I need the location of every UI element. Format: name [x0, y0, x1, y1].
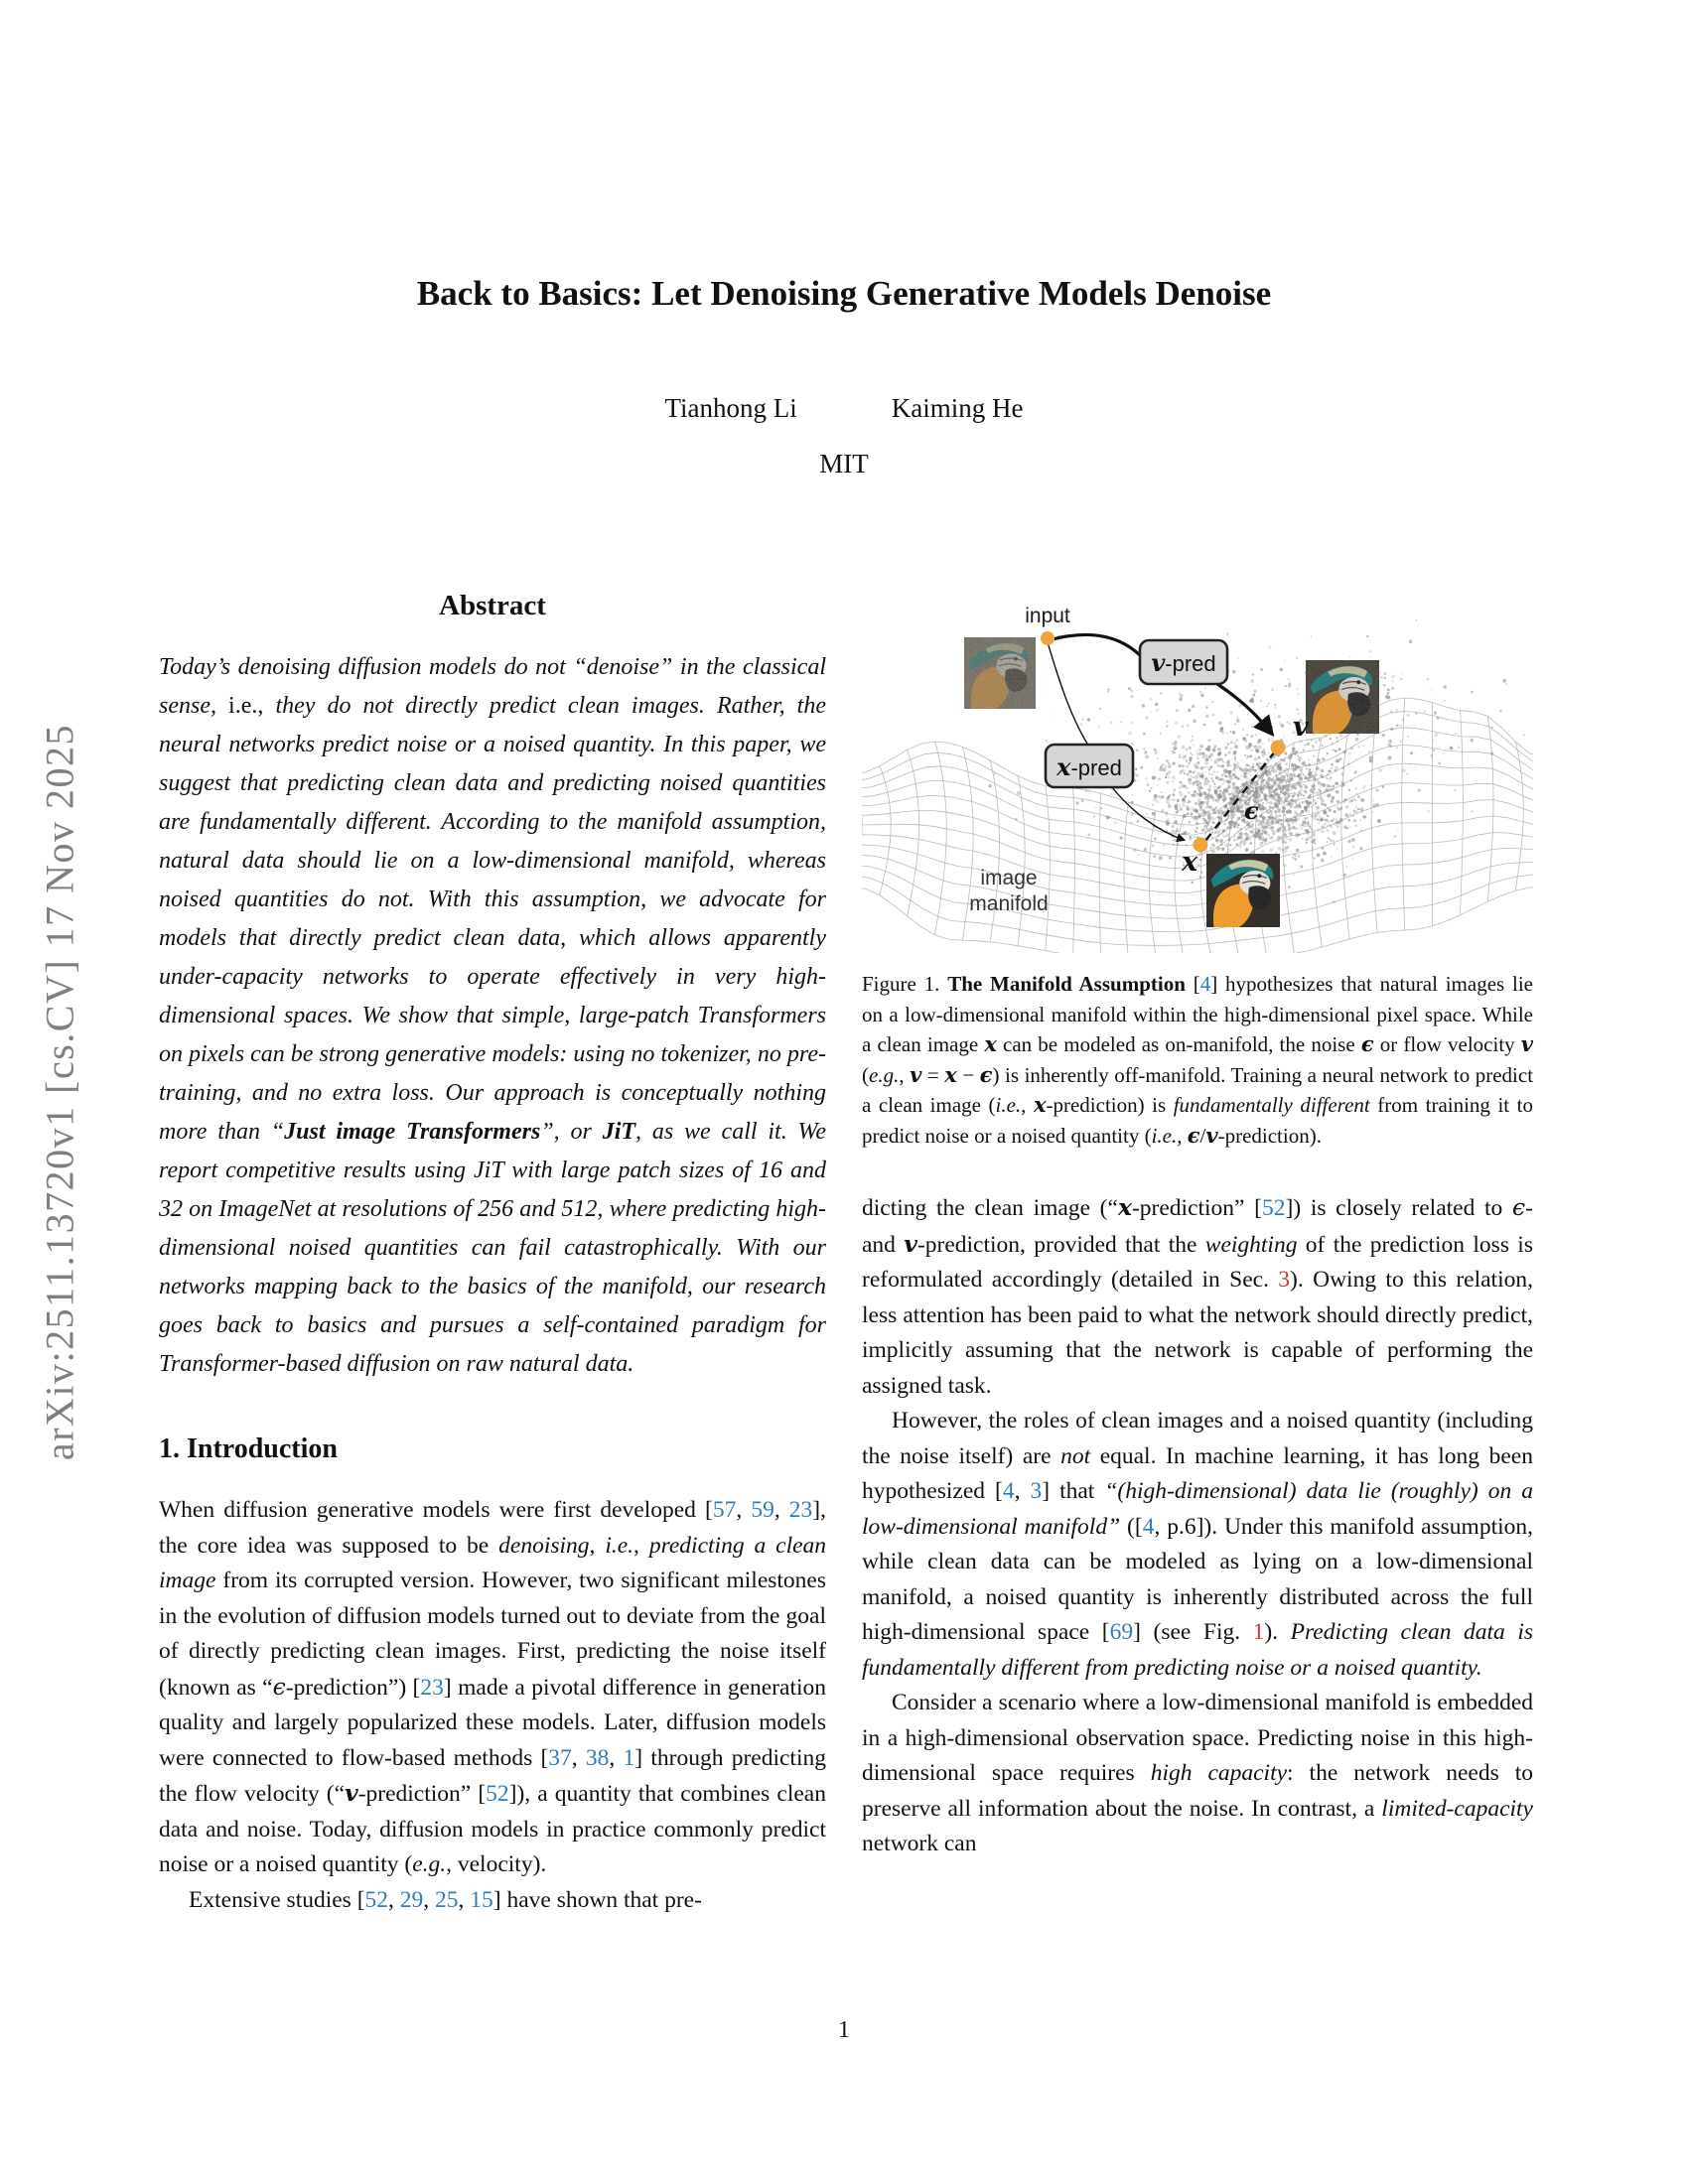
- arxiv-watermark[interactable]: arXiv:2511.13720v1 [cs.CV] 17 Nov 2025: [37, 723, 82, 1461]
- text-run: v: [910, 1061, 922, 1087]
- text-run: - and: [862, 1195, 1533, 1258]
- text-run: −: [956, 1062, 980, 1087]
- text-run: e.g.: [412, 1851, 447, 1877]
- text-run: equal. In machine learning, it has long been hypothesized [: [862, 1442, 1533, 1504]
- text-run: e.g.: [869, 1062, 900, 1087]
- text-run: JiT: [602, 1119, 636, 1145]
- text-run: -prediction” [: [1131, 1195, 1262, 1221]
- text-run: ,: [633, 1532, 649, 1559]
- x-label: x: [1182, 847, 1198, 878]
- affiliation: MIT: [819, 449, 869, 478]
- text-run: ] have shown that pre-: [492, 1886, 702, 1913]
- text-run: ϵ: [1512, 1193, 1526, 1221]
- citation-link[interactable]: 59: [751, 1497, 774, 1523]
- text-run: fundamentally different: [1173, 1093, 1370, 1117]
- text-run: When diffusion generative models were first developed [: [159, 1497, 713, 1523]
- text-run: ]), a quantity that combines clean data and noise. Today, diffusion models in practice commonly predict noise or a noised quantity (: [159, 1781, 826, 1877]
- citation-link[interactable]: 52: [364, 1886, 389, 1913]
- text-run: v: [1520, 1031, 1533, 1056]
- text-run: Predicting clean data is fundamentally different from predicting noise or a noised quantity.: [862, 1619, 1534, 1681]
- text-run: =: [921, 1062, 945, 1087]
- text-run: ] through predicting the flow velocity (“: [159, 1744, 826, 1807]
- text-run: ,: [589, 1532, 606, 1559]
- text-run: predicting a clean image: [159, 1532, 827, 1593]
- vpred-arrow: [1217, 684, 1271, 733]
- text-run: ϵ: [979, 1061, 993, 1087]
- text-run: x: [1033, 1092, 1047, 1117]
- citation-link[interactable]: 4: [1199, 972, 1211, 996]
- citation-link[interactable]: 69: [1109, 1619, 1134, 1645]
- v-noisy-image: [1306, 660, 1379, 734]
- text-run: However, the roles of clean images and a noised quantity (including the noise itself) are: [862, 1408, 1533, 1469]
- text-run: ,: [1021, 1093, 1034, 1117]
- text-run: denoising: [498, 1532, 590, 1559]
- section-heading-introduction: 1. Introduction: [159, 1433, 338, 1464]
- text-run: , as we call it. We report competitive results using JiT with large patch sizes of 16 and 32 on ImageNet at resolutions of 256 and 512, where predicting high-dimensional noised quantities can fail catastrophically. With our networks mapping back to the basics of the manifold, our research goes back to basics and pursues a self-contained paradigm for Transformer-based diffusion on raw natural data.: [159, 1119, 826, 1377]
- text-run: ,: [423, 1886, 436, 1913]
- text-run: i.e.: [995, 1093, 1022, 1117]
- right-column: [862, 571, 1533, 1862]
- text-run: ,: [388, 1886, 400, 1913]
- input-noisy-image: [964, 637, 1036, 709]
- text-run: ϵ: [272, 1672, 286, 1701]
- text-run: ([: [1120, 1513, 1143, 1540]
- text-run: network can: [862, 1831, 977, 1856]
- text-run: v: [345, 1779, 358, 1807]
- citation-link[interactable]: 1: [623, 1744, 635, 1771]
- text-run: ,: [458, 1886, 471, 1913]
- input-label: input: [1025, 605, 1070, 627]
- manifold-label-line2: manifold: [969, 892, 1049, 915]
- input-point: [1041, 631, 1055, 645]
- text-run: not: [1060, 1442, 1091, 1469]
- citation-link[interactable]: 52: [486, 1781, 509, 1807]
- text-run: i.e.,: [228, 693, 276, 719]
- citation-link[interactable]: 15: [470, 1886, 493, 1913]
- text-run: x: [944, 1061, 957, 1087]
- body-paragraph-3: [862, 1686, 1533, 1862]
- text-run: , p.6]). Under this manifold assumption, while clean data can be modeled as lying on a low-dimensional manifold, a noised quantity is inherently distributed across the full high-dimensional space [: [862, 1513, 1534, 1645]
- text-run: Just image Transformers: [284, 1119, 541, 1145]
- text-run: ”, or: [540, 1119, 603, 1145]
- text-run: ,: [774, 1497, 789, 1523]
- text-run: limited-capacity: [1381, 1795, 1533, 1822]
- text-run: ,: [1177, 1123, 1188, 1148]
- text-run: Extensive studies [: [189, 1886, 365, 1913]
- text-run: they do not directly predict clean images. Rather, the neural networks predict noise or a noised quantity. In this paper, we suggest that predicting clean data and predicting noised quantities are fundamentally different. According to the manifold assumption, natural data should lie on a low-dimensional manifold, whereas noised quantities do not. With this assumption, we advocate for models that directly predict clean data, which allows apparently under-capacity networks to operate effectively in very high-dimensional spaces. We show that simple, large-patch Transformers on pixels can be strong generative models: using no tokenizer, no pre-training, and no extra loss. Our approach is conceptually nothing more than “: [159, 693, 826, 1145]
- text-run: Today’s denoising diffusion models do not “denoise” in the classical sense,: [159, 654, 826, 719]
- text-run: ) is inherently off-manifold. Training a neural network to predict a clean image (: [862, 1062, 1534, 1117]
- text-run: /: [1199, 1123, 1206, 1148]
- input-to-vpred-curve: [1049, 634, 1143, 658]
- text-run: from training it to predict noise or a noised quantity (: [862, 1093, 1533, 1148]
- text-run: i.e.: [1151, 1123, 1178, 1148]
- image-manifold-mesh: [862, 698, 1533, 953]
- text-run: ] hypothesizes that natural images lie on a low-dimensional manifold within the high-dimensional pixel space. While a clean image: [862, 972, 1533, 1056]
- page-number: 1: [838, 2017, 850, 2043]
- citation-link[interactable]: 25: [435, 1886, 459, 1913]
- text-run: can be modeled as on-manifold, the noise: [996, 1032, 1361, 1056]
- manifold-label-line1: image: [980, 867, 1038, 889]
- text-run: dicting the clean image (“: [862, 1195, 1118, 1221]
- text-run: ] (see Fig.: [1133, 1619, 1253, 1645]
- right-column-text: [862, 1190, 1533, 1862]
- text-run: v: [1205, 1122, 1218, 1148]
- vpred-box-label: v-pred: [1151, 648, 1216, 677]
- left-column: [159, 590, 826, 1918]
- citation-link[interactable]: 3: [1030, 1478, 1043, 1504]
- citation-link[interactable]: 29: [399, 1886, 424, 1913]
- citation-link[interactable]: 38: [585, 1744, 610, 1771]
- text-run: ], the core idea was supposed to be: [159, 1497, 826, 1559]
- figure-caption: [862, 969, 1533, 1151]
- citation-link[interactable]: 23: [788, 1497, 813, 1523]
- epsilon-label: ϵ: [1244, 796, 1259, 825]
- text-run: , velocity).: [446, 1851, 547, 1877]
- text-run: ,: [1014, 1478, 1031, 1504]
- cross-ref-link[interactable]: 3: [1278, 1267, 1291, 1293]
- text-run: Consider a scenario where a low-dimensional manifold is embedded in a high-dimensional observation space. Predicting noise in this high-dimensional space requires: [862, 1690, 1533, 1786]
- text-run: Figure 1.: [862, 972, 948, 996]
- text-run: ,: [899, 1062, 911, 1087]
- text-run: -prediction) is: [1046, 1093, 1174, 1117]
- text-run: x: [1117, 1193, 1132, 1221]
- intro-paragraph-1: [159, 1493, 826, 1883]
- text-run: ϵ: [1360, 1031, 1374, 1056]
- text-run: -prediction).: [1217, 1123, 1322, 1148]
- text-run: i.e.: [605, 1532, 634, 1559]
- text-run: (: [862, 1062, 869, 1087]
- text-run: ,: [736, 1497, 752, 1523]
- text-run: ]) is closely related to: [1285, 1195, 1512, 1221]
- text-run: [: [1185, 972, 1200, 996]
- xpred-box-label: x-pred: [1056, 752, 1122, 781]
- text-run: “(high-dimensional) data lie (roughly) on a low-dimensional manifold”: [862, 1478, 1533, 1540]
- paper-title: Back to Basics: Let Denoising Generative Models Denoise: [416, 274, 1272, 313]
- clean-image: [1206, 854, 1280, 927]
- text-run: : the network needs to preserve all information about the noise. In contrast, a: [862, 1760, 1533, 1822]
- figure-manifold-illustration: [862, 571, 1533, 953]
- text-run: weighting: [1204, 1231, 1298, 1258]
- text-run: ] that: [1042, 1478, 1105, 1504]
- text-run: ,: [609, 1744, 624, 1771]
- citation-link[interactable]: 57: [712, 1497, 737, 1523]
- intro-paragraph-2: [159, 1883, 826, 1919]
- citation-link[interactable]: 4: [1142, 1513, 1155, 1540]
- text-run: ] made a pivotal difference in generation quality and largely popularized these models. Later, diffusion models were connected to flow-based methods [: [159, 1674, 826, 1771]
- text-run: ϵ: [1187, 1122, 1200, 1148]
- text-run: from its corrupted version. However, two significant milestones in the evolution of diffusion models turned out to deviate from the goal of directly predicting clean images. First, predicting the noise itself (known as “: [159, 1568, 826, 1701]
- v-label: v: [1293, 712, 1309, 743]
- text-run: of the prediction loss is reformulated accordingly (detailed in Sec.: [862, 1231, 1533, 1293]
- body-paragraph-2: [862, 1404, 1533, 1686]
- author-name-2: Kaiming He: [891, 393, 1024, 423]
- text-run: -prediction” [: [357, 1781, 487, 1807]
- text-run: high capacity: [1150, 1760, 1288, 1786]
- text-run: -prediction”) [: [285, 1674, 421, 1701]
- text-run: ).: [1264, 1619, 1291, 1645]
- text-run: or flow velocity: [1373, 1032, 1521, 1056]
- author-name-1: Tianhong Li: [664, 393, 797, 423]
- text-run: -prediction, provided that the: [916, 1231, 1205, 1258]
- cross-ref-link[interactable]: 1: [1252, 1619, 1265, 1645]
- v-point: [1271, 741, 1286, 755]
- citation-link[interactable]: 37: [548, 1744, 572, 1771]
- text-run: v: [904, 1229, 917, 1258]
- text-run: ). Owing to this relation, less attention has been paid to what the network should directly predict, implicitly assuming that the network is capable of performing the assigned task.: [862, 1267, 1533, 1399]
- citation-link[interactable]: 23: [420, 1674, 444, 1701]
- author-row: [0, 393, 1688, 424]
- text-run: ,: [571, 1744, 586, 1771]
- input-to-xpred-curve: [1048, 642, 1087, 744]
- abstract-heading: Abstract: [439, 590, 546, 621]
- body-paragraph-1: [862, 1190, 1533, 1404]
- text-run: The Manifold Assumption: [947, 972, 1186, 996]
- abstract-paragraph: [159, 648, 826, 1384]
- citation-link[interactable]: 52: [1262, 1195, 1286, 1221]
- citation-link[interactable]: 4: [1002, 1478, 1015, 1504]
- text-run: x: [984, 1031, 997, 1056]
